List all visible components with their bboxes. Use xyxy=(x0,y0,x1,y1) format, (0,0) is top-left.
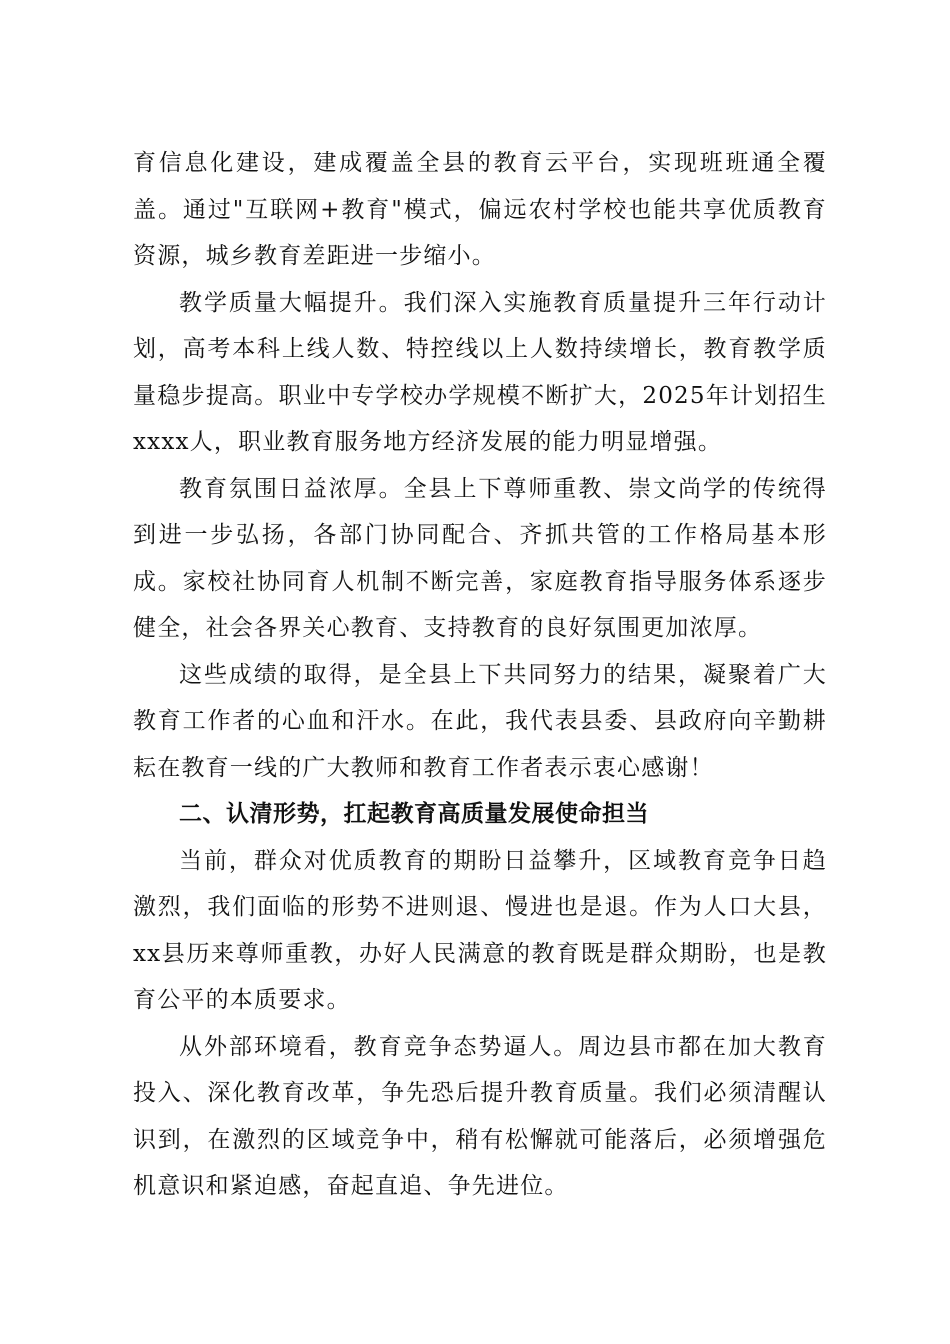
document-body xyxy=(133,140,827,1210)
paragraph-current-situation: 当前，群众对优质教育的期盼日益攀升，区域教育竞争日趋激烈，我们面临的形势不进则退、慢进也是退。作为人口大县，xx县历来尊师重教，办好人民满意的教育既是群众期盼，也是教育公平的本质要求。 xyxy=(133,847,827,1013)
paragraph-continuation: 育信息化建设，建成覆盖全县的教育云平台，实现班班通全覆盖。通过"互联网+教育"模式，偏远农村学校也能共享优质教育资源，城乡教育差距进一步缩小。 xyxy=(133,150,827,269)
paragraph-external-environment: 从外部环境看，教育竞争态势逼人。周边县市都在加大教育投入、深化教育改革，争先恐后提升教育质量。我们必须清醒认识到，在激烈的区域竞争中，稍有松懈就可能落后，必须增强危机意识和紧迫感，奋起直追、争先进位。 xyxy=(133,1033,827,1199)
section-heading: 二、认清形势，扛起教育高质量发展使命担当 xyxy=(179,801,649,827)
paragraph-teaching-quality: 教学质量大幅提升。我们深入实施教育质量提升三年行动计划，高考本科上线人数、特控线以上人数持续增长，教育教学质量稳步提高。职业中专学校办学规模不断扩大，2025年计划招生xxxx人，职业教育服务地方经济发展的能力明显增强。 xyxy=(133,289,827,455)
paragraph-acknowledgement: 这些成绩的取得，是全县上下共同努力的结果，凝聚着广大教育工作者的心血和汗水。在此，我代表县委、县政府向辛勤耕耘在教育一线的广大教师和教育工作者表示衷心感谢！ xyxy=(133,661,827,781)
paragraph-education-atmosphere: 教育氛围日益浓厚。全县上下尊师重教、崇文尚学的传统得到进一步弘扬，各部门协同配合、齐抓共管的工作格局基本形成。家校社协同育人机制不断完善，家庭教育指导服务体系逐步健全，社会各界关心教育、支持教育的良好氛围更加浓厚。 xyxy=(133,475,827,641)
